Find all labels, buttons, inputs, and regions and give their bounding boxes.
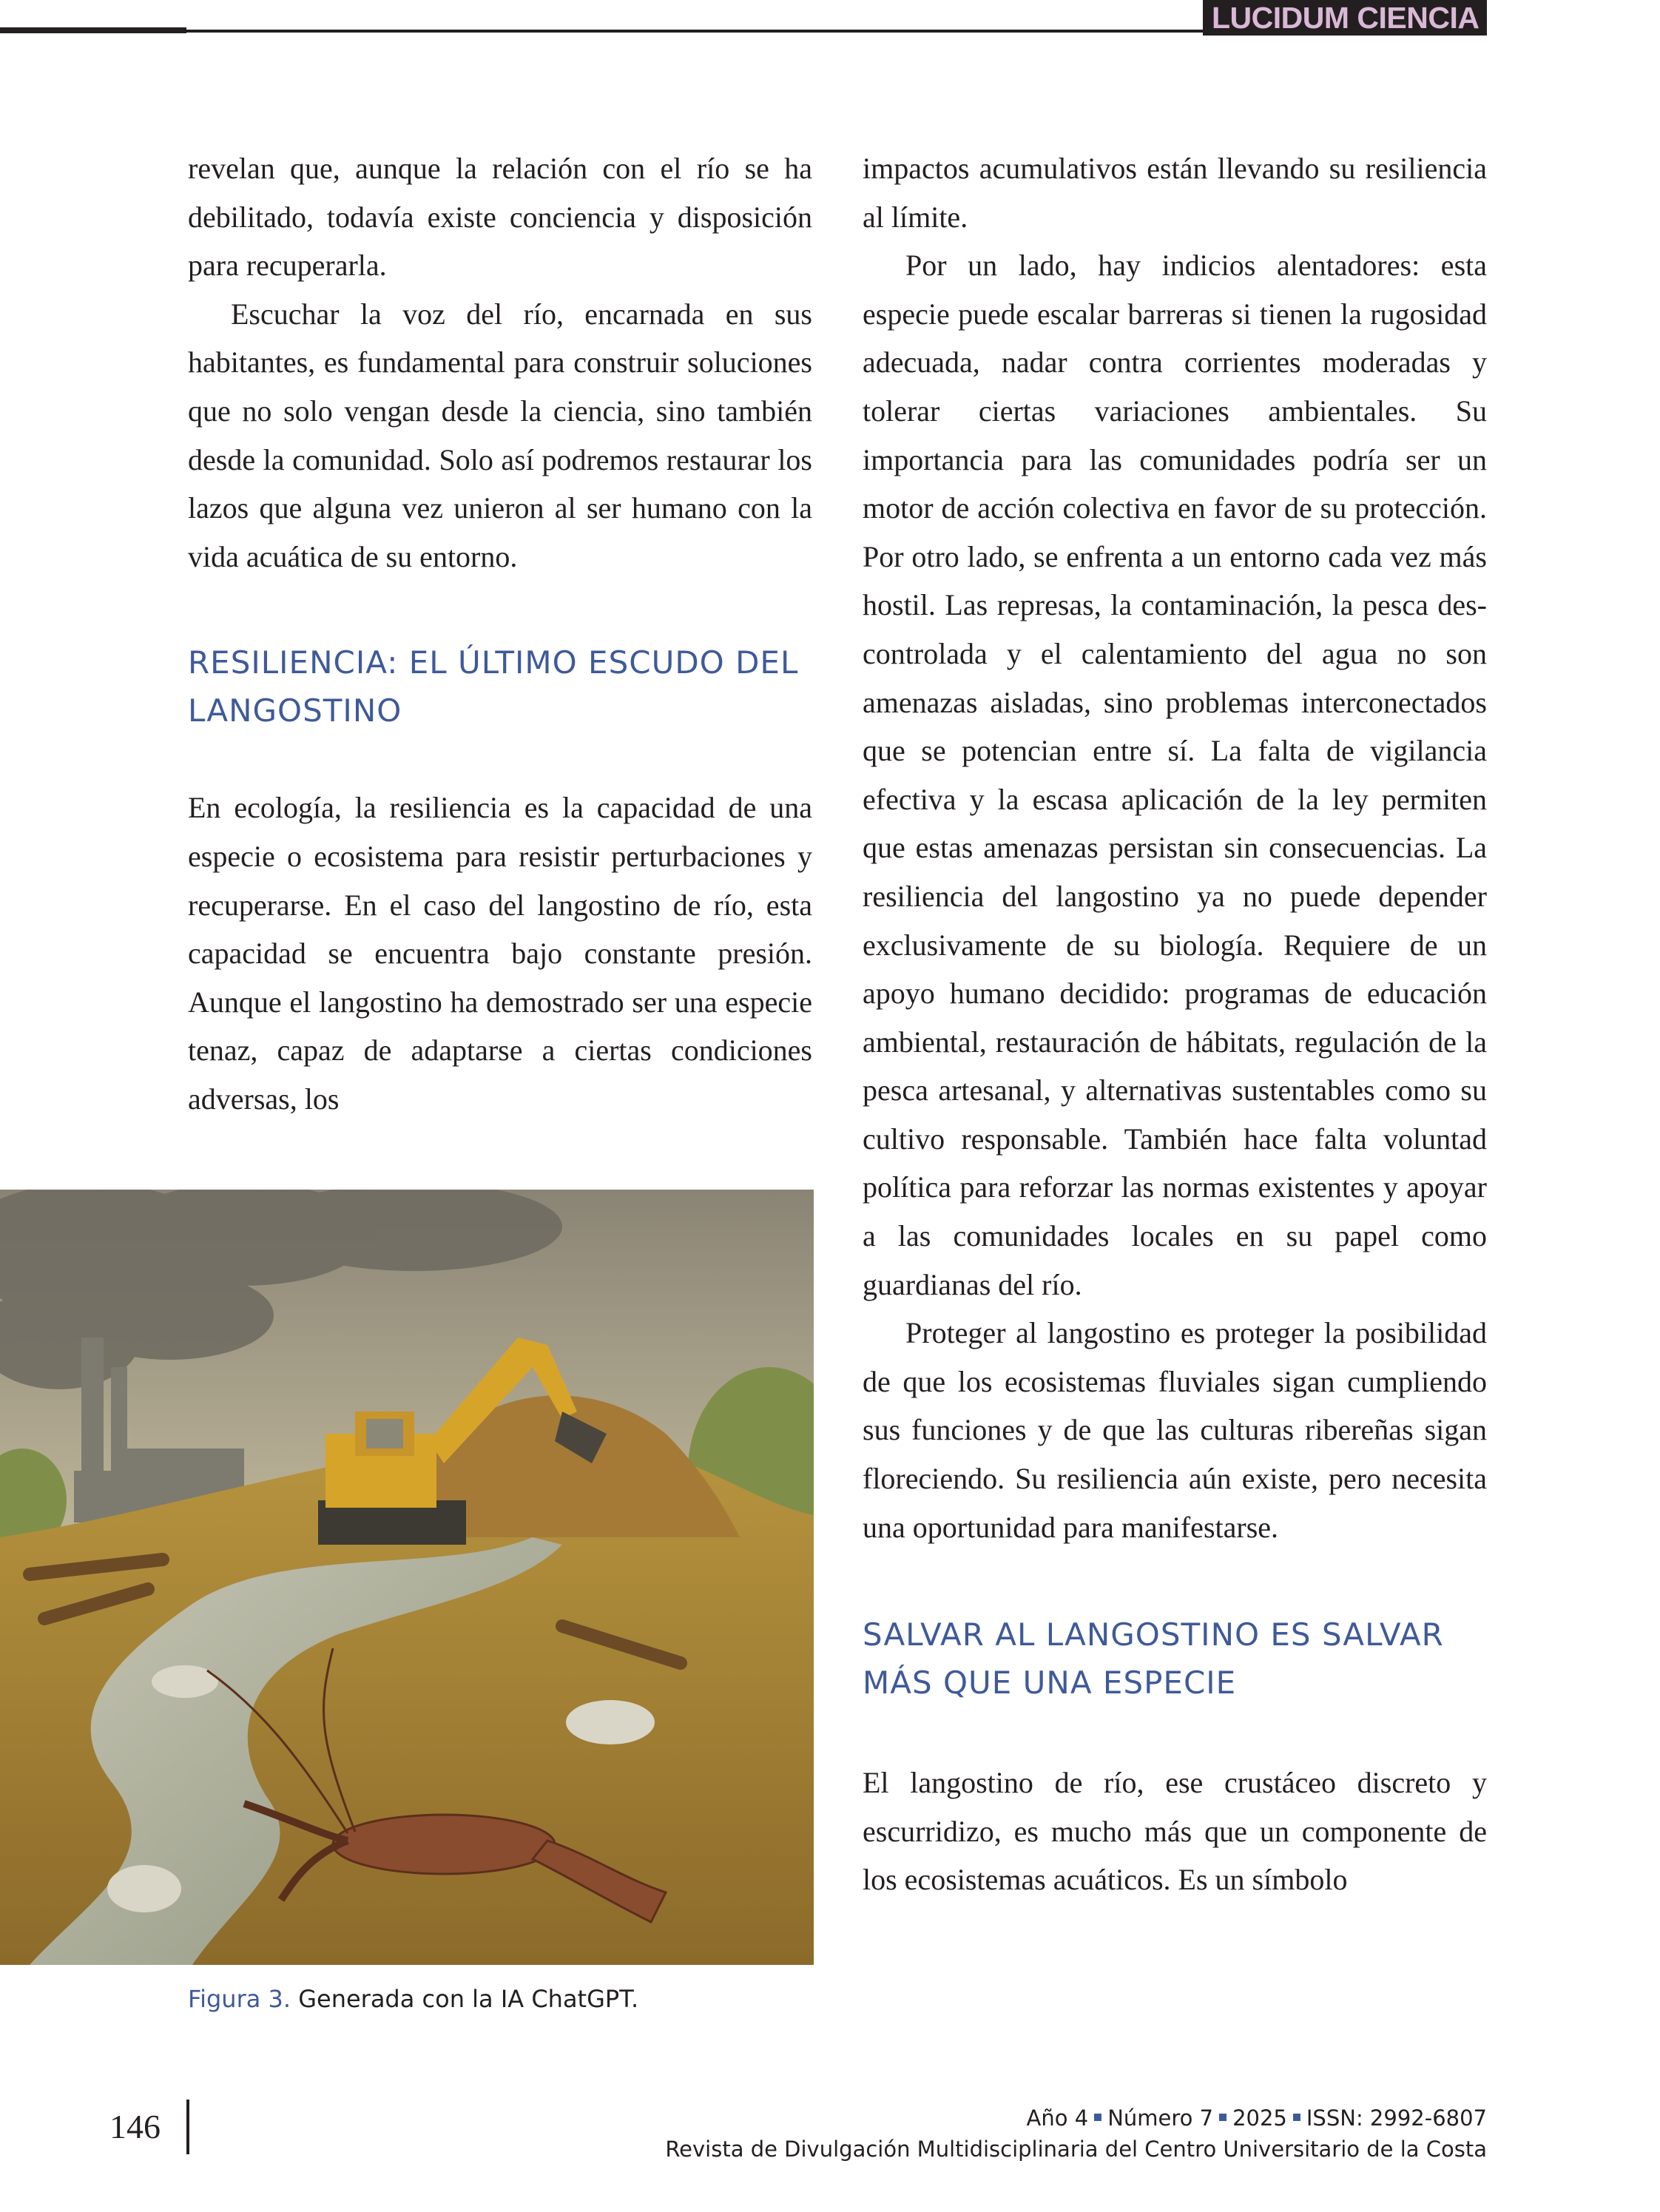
section-heading-salvar: SALVAR AL LANGOSTINO ES SALVAR MÁS QUE UNA ESPECIE — [863, 1616, 1444, 1702]
separator-square-icon — [1219, 2114, 1227, 2121]
brand-title: LUCIDUM CIENCIA — [1212, 1, 1480, 35]
page-number: 146 — [109, 2108, 161, 2145]
footer-issn: ISSN: 2992-6807 — [1306, 2105, 1487, 2131]
separator-square-icon — [1293, 2114, 1300, 2121]
footer-journal: Revista de Divulgación Multidisciplinaria del Centro Universitario de la Costa — [665, 2137, 1487, 2162]
separator-square-icon — [1094, 2114, 1101, 2121]
river-illustration — [0, 1190, 814, 1965]
body-paragraph: revelan que, aunque la relación con el río se ha debilitado, todavía existe conciencia y disposición para recuperarla. — [188, 152, 812, 283]
footer-issue-line — [665, 2103, 1487, 2134]
body-paragraph: impactos acumulativos están llevando su resiliencia al límite. — [863, 152, 1487, 234]
body-paragraph: Proteger al langostino es proteger la posibilidad de que los ecosistemas fluviales sigan cumpliendo sus funciones y de que las culturas ribereñas sigan floreciendo. Su resiliencia aún existe, pero necesita una oportunidad para manifestarse. — [863, 1316, 1487, 1544]
body-paragraph: Escuchar la voz del río, encarnada en sus habitantes, es fundamental para construir soluciones que no solo vengan desde la ciencia, sino también desde la comunidad. Solo así podremos restaurar los lazos que alguna vez unieron al ser humano con la vida acuática de su entorno. — [188, 297, 812, 573]
left-column — [188, 144, 812, 1124]
figure-caption-text: Generada con la IA ChatGPT. — [298, 1985, 639, 2013]
footer-divider — [186, 2100, 189, 2154]
footer-pub-year: 2025 — [1232, 2105, 1287, 2131]
figure-caption — [188, 1983, 638, 2015]
footer-year: Año 4 — [1026, 2105, 1089, 2131]
header-rule-accent — [0, 27, 186, 33]
body-paragraph: En ecología, la resiliencia es la capacidad de una especie o ecosistema para resistir perturbaciones y recuperarse. En el caso del langostino de río, esta capacidad se encuentra bajo constante presión. Aunque el langostino ha demostrado ser una especie tenaz, capaz de adaptarse a ciertas condiciones adversas, los — [188, 791, 812, 1116]
right-column — [863, 144, 1487, 1904]
figure-illustration — [0, 1190, 814, 1965]
body-paragraph: El langostino de río, ese crustáceo discreto y escurridizo, es mucho más que un componente de los ecosistemas acuáticos. Es un símbolo — [863, 1766, 1487, 1897]
footer-issue: Número 7 — [1107, 2105, 1214, 2131]
body-paragraph: Por un lado, hay indicios alentadores: esta especie puede escalar barreras si tienen la rugosidad adecuada, nadar contra corrientes moderadas y tolerar ciertas variaciones ambientales. Su importancia para las comunidades podría ser un motor de acción colectiva en favor de su protección. Por otro lado, se enfrenta a un entorno cada vez más hostil. Las represas, la contaminación, la pesca descontrolada y el calentamiento del agua no son amenazas aisladas, sino problemas interconectados que se potencian entre sí. La falta de vigilancia efectiva y la escasa aplicación de la ley permiten que estas amenazas persistan sin consecuencias. La resiliencia del langostino ya no puede depender exclusivamente de su biología. Requiere de un apoyo humano decidido: programas de educación ambiental, restauración de hábitats, regulación de la pesca artesanal, y alternativas sustentables como su cultivo responsable. También hace falta voluntad política para reforzar las normas existentes y apoyar a las comunidades locales en su papel como guardianas del río. — [863, 249, 1487, 1301]
section-heading-resiliencia: RESILIENCIA: EL ÚLTIMO ESCUDO DEL LANGOSTINO — [188, 644, 799, 729]
footer-info — [665, 2103, 1487, 2165]
figure-caption-label: Figura 3. — [188, 1985, 291, 2013]
